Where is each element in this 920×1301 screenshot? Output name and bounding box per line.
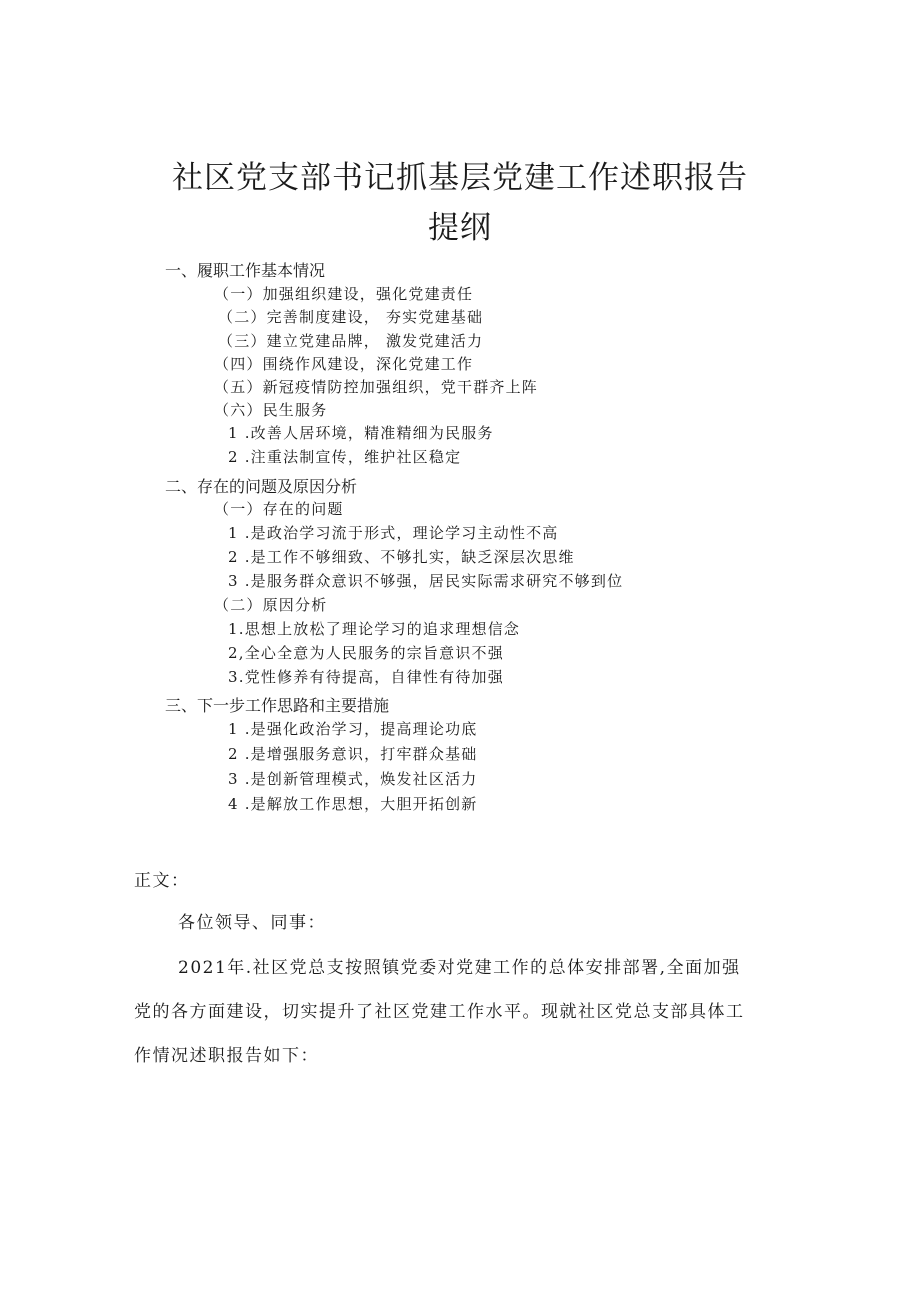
- outline-item: 2 .是增强服务意识，打牢群众基础: [228, 745, 478, 763]
- outline-item: 3 .是创新管理模式，焕发社区活力: [228, 770, 478, 788]
- outline-item: （一）存在的问题: [214, 500, 344, 518]
- document-title-line2: 提纲: [428, 210, 492, 246]
- document-title: 社区党支部书记抓基层党建工作述职报告: [172, 160, 748, 196]
- outline-item: 2 .是工作不够细致、不够扎实，缺乏深层次思维: [228, 548, 575, 566]
- outline-item: （二）完善制度建设， 夯实党建基础: [218, 308, 484, 326]
- paragraph-line: 作情况述职报告如下：: [134, 1046, 319, 1066]
- greeting: 各位领导、同事：: [178, 913, 326, 933]
- outline-item: （五）新冠疫情防控加强组织，党干群齐上阵: [214, 378, 539, 396]
- section-heading-3: 三、下一步工作思路和主要措施: [165, 696, 390, 715]
- outline-item: 1 .是政治学习流于形式，理论学习主动性不高: [228, 524, 559, 542]
- outline-item: （一）加强组织建设，强化党建责任: [214, 285, 474, 303]
- paragraph-line: 党的各方面建设，切实提升了社区党建工作水平。现就社区党总支部具体工: [134, 1002, 745, 1022]
- body-label: 正文：: [134, 871, 190, 891]
- outline-item: （三）建立党建品牌， 激发党建活力: [218, 332, 484, 350]
- outline-item: （四）围绕作风建设，深化党建工作: [214, 355, 474, 373]
- outline-item: 3 .是服务群众意识不够强，居民实际需求研究不够到位: [228, 572, 624, 590]
- outline-item: 1 .是强化政治学习，提高理论功底: [228, 720, 478, 738]
- paragraph-line: 2021年.社区党总支按照镇党委对党建工作的总体安排部署,全面加强: [178, 958, 741, 978]
- section-heading-1: 一、履职工作基本情况: [165, 261, 326, 280]
- outline-item: 1.思想上放松了理论学习的追求理想信念: [228, 620, 521, 638]
- outline-item: 2 .注重法制宣传，维护社区稳定: [228, 448, 462, 466]
- outline-item: 2,全心全意为人民服务的宗旨意识不强: [228, 644, 504, 662]
- outline-item: 3.党性修养有待提高，自律性有待加强: [228, 668, 504, 686]
- section-heading-2: 二、存在的问题及原因分析: [165, 477, 358, 496]
- outline-item: （二）原因分析: [214, 596, 328, 614]
- outline-item: （六）民生服务: [214, 401, 328, 419]
- outline-item: 1 .改善人居环境，精准精细为民服务: [228, 424, 494, 442]
- outline-item: 4 .是解放工作思想，大胆开拓创新: [228, 795, 478, 813]
